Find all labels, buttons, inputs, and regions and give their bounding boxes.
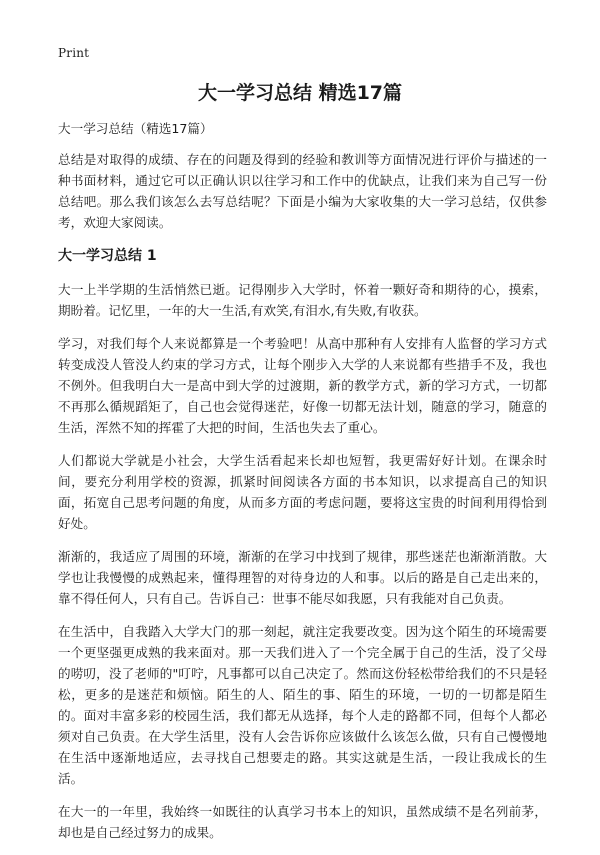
print-label: Print — [58, 46, 90, 60]
intro-paragraph: 总结是对取得的成绩、存在的问题及得到的经验和教训等方面情况进行评价与描述的一种书面材料，通过它可以正确认识以往学习和工作中的优缺点，让我们来为自己写一份总结吧。那么我们该怎么去写总结呢？下面是小编为大家收集的大一学习总结，仅供参考，欢迎大家阅读。 — [58, 152, 547, 230]
section-heading: 大一学习总结 1 — [58, 248, 157, 264]
document-subtitle: 大一学习总结（精选17篇） — [58, 121, 213, 136]
body-paragraph: 大一上半学期的生活悄然已逝。记得刚步入大学时，怀着一颗好奇和期待的心，摸索，期盼着。记忆里，一年的大一生活,有欢笑,有泪水,有失败,有收获。 — [58, 282, 547, 318]
body-paragraph: 人们都说大学就是小社会，大学生活看起来长却也短暂，我更需好好计划。在课余时间，要充分利用学校的资源，抓紧时间阅读各方面的书本知识，以求提高自己的知识面，拓宽自己思考问题的角度，从而多方面的考虑问题，要将这宝贵的时间利用得恰到好处。 — [58, 453, 547, 531]
body-paragraph: 渐渐的，我适应了周围的环境，渐渐的在学习中找到了规律，那些迷茫也渐渐消散。大学也让我慢慢的成熟起来，懂得理智的对待身边的人和事。以后的路是自己走出来的，靠不得任何人，只有自己。告诉自己：世事不能尽如我愿，只有我能对自己负责。 — [58, 549, 547, 606]
document-title: 大一学习总结 精选17篇 — [197, 82, 403, 104]
body-paragraph: 在生活中，自我踏入大学大门的那一刻起，就注定我要改变。因为这个陌生的环境需要一个更坚强更成熟的我来面对。那一天我们进入了一个完全属于自己的生活，没了父母的唠叨，没了老师的"叮咛，凡事都可以自己决定了。然而这份轻松带给我们的不只是轻松，更多的是迷茫和烦恼。陌生的人、陌生的事、陌生的环境，一切的一切都是陌生的。面对丰富多彩的校园生活，我们都无从选择，每个人走的路都不同，但每个人都必须对自己负责。在大学生活里，没有人会告诉你应该做什么该怎么做，只有自己慢慢地在生活中逐渐地适应，去寻找自己想要走的路。其实这就是生活，一段让我成长的生活。 — [58, 624, 547, 786]
document-body — [58, 118, 547, 855]
body-paragraph: 学习，对我们每个人来说都算是一个考验吧！从高中那种有人安排有人监督的学习方式转变成没人管没人约束的学习方式，让每个刚步入大学的人来说都有些措手不及，我也不例外。但我明白大一是高中到大学的过渡期，新的教学方式，新的学习方式，一切都不再那么循规蹈矩了，自己也会觉得迷茫，好像一切都无法计划，随意的学习，随意的生活，浑然不知的挥霍了大把的时间，生活也失去了重心。 — [58, 336, 547, 435]
body-paragraph: 在大一的一年里，我始终一如既往的认真学习书本上的知识，虽然成绩不是名列前茅，却也是自己经过努力的成果。 — [58, 804, 547, 840]
